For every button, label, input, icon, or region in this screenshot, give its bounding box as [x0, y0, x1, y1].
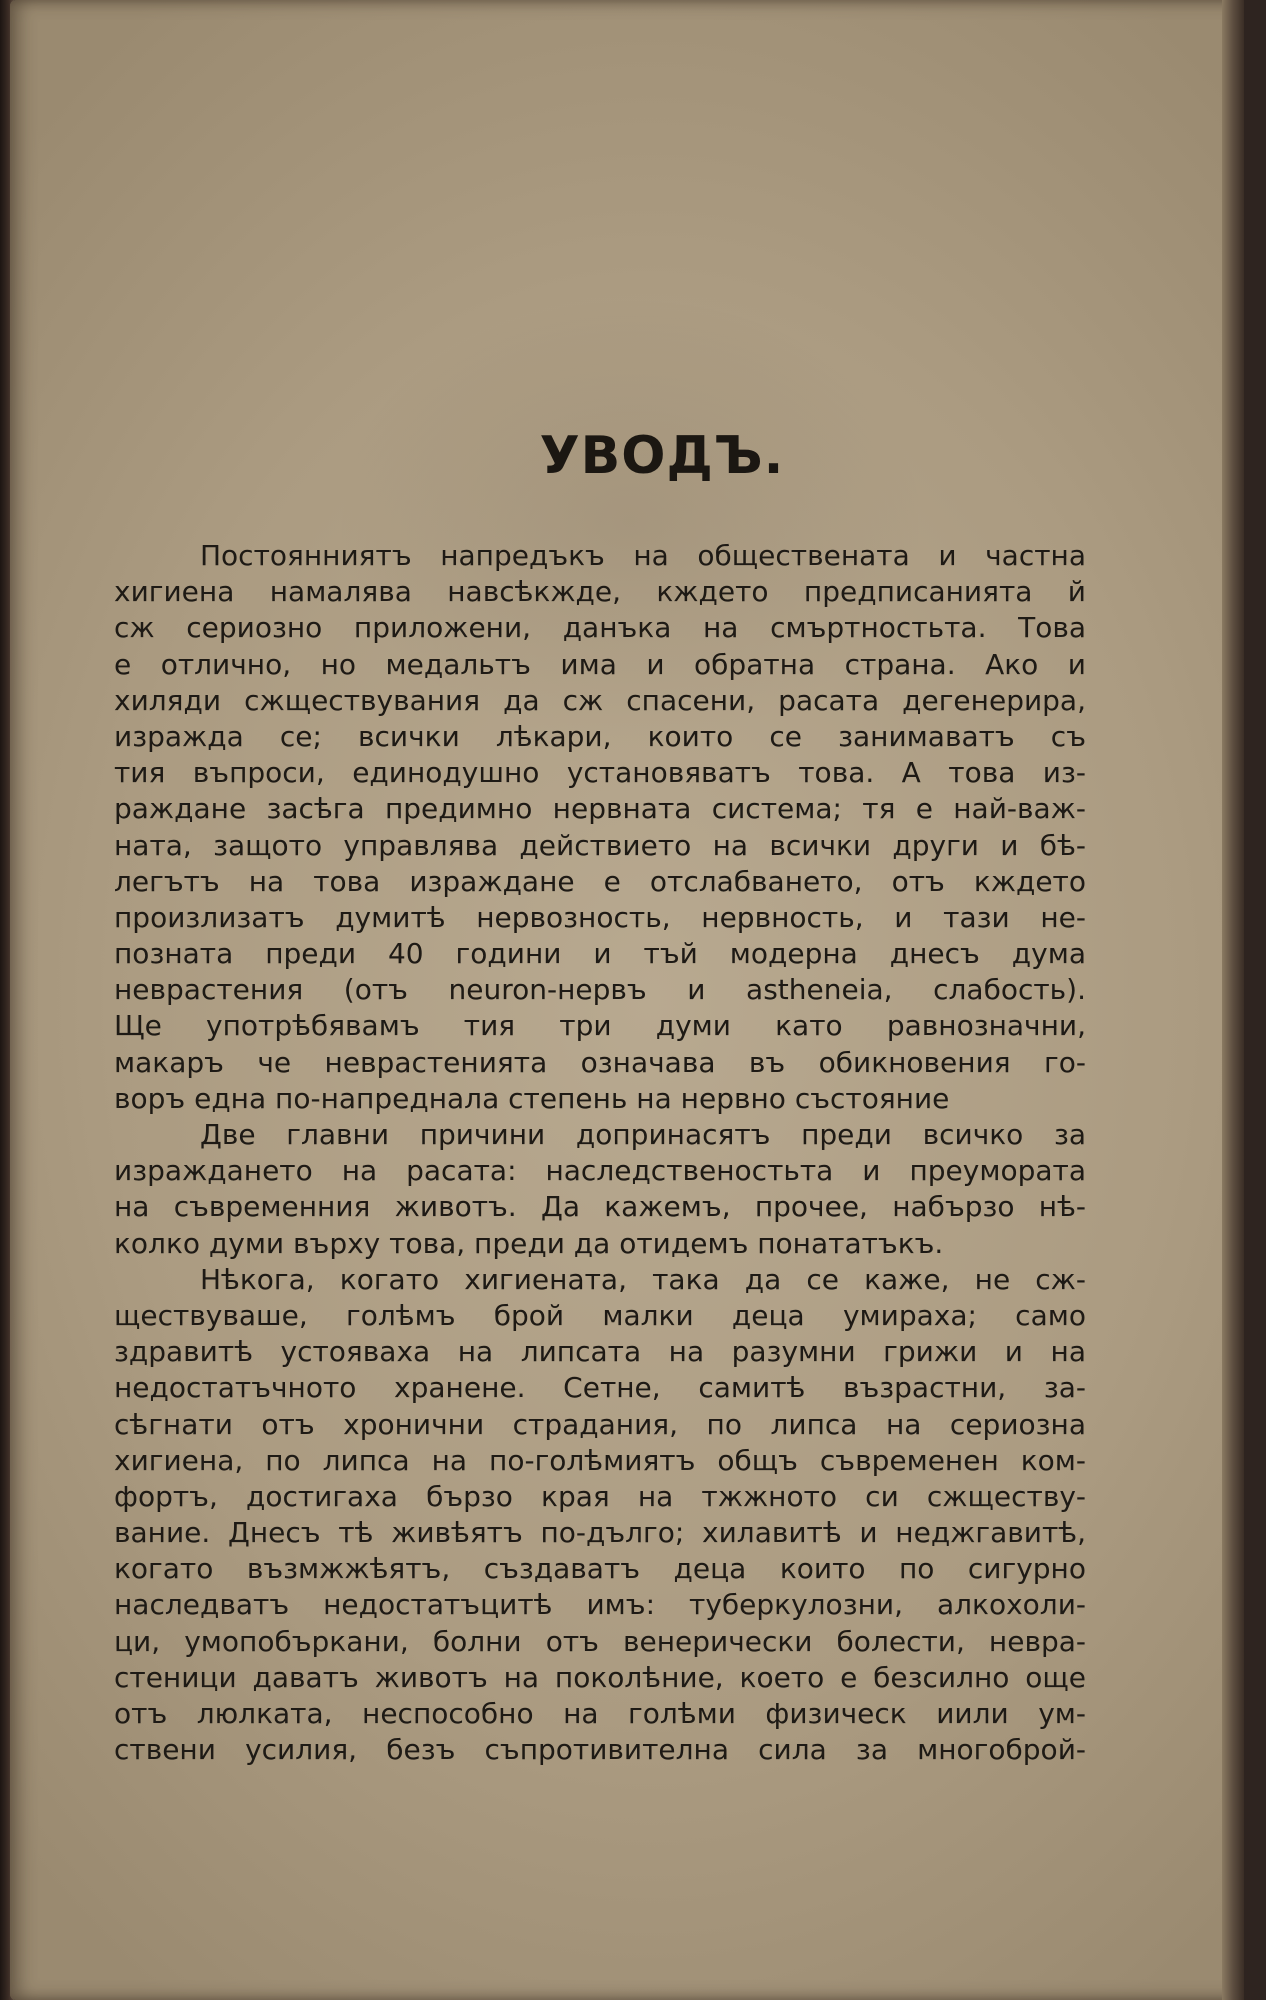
body-text [114, 538, 1086, 1768]
text-line: ствени усилия, безъ съпротивителна сила за многоброй- [114, 1733, 1086, 1767]
text-line: на съвременния животъ. Да кажемъ, прочее, набързо нѣ- [114, 1190, 1086, 1224]
text-line: стеници даватъ животъ на поколѣние, което е безсилно още [114, 1660, 1086, 1694]
text-line: израждането на расата: наследственостьта и преумората [114, 1154, 1086, 1188]
chapter-title: УВОДЪ. [539, 426, 785, 486]
text-line: фортъ, достигаха бързо края на тжжното си сжществу- [114, 1479, 1086, 1513]
text-line: Нѣкога, когато хигиената, така да се каже, не сж- [200, 1262, 1086, 1296]
text-line: отъ люлката, неспособно на голѣми физическ иили ум- [114, 1697, 1086, 1730]
page-right-edge [1222, 0, 1244, 2000]
text-line: неврастения (отъ neuron-нервъ и astheneia, слабость). [114, 973, 1086, 1007]
text-line: легътъ на това израждане е отслабването, отъ кждето [114, 864, 1086, 898]
text-line: Постоянниятъ напредъкъ на обществената и частна [200, 539, 1086, 572]
text-line: тия въпроси, единодушно установяватъ това. А това из- [114, 756, 1086, 790]
text-line: сж сериозно приложени, данъка на смъртностьта. Това [114, 611, 1086, 645]
text-line: раждане засѣга предимно нервната система; тя е най-важ- [114, 792, 1086, 826]
text-line: наследватъ недостатъцитѣ имъ: туберкулозни, алкохоли- [114, 1588, 1086, 1622]
text-line: ци, умопобъркани, болни отъ венерически болести, невра- [114, 1624, 1086, 1658]
text-line: когато възмжжѣятъ, създаватъ деца които по сигурно [114, 1552, 1086, 1586]
text-line: Две главни причини допринасятъ преди всичко за [200, 1118, 1086, 1151]
text-line: хигиена намалява навсѣкжде, кждето предписанията й [114, 575, 1086, 609]
text-line: недостатъчното хранене. Сетне, самитѣ възрастни, за- [114, 1371, 1086, 1405]
text-line: хигиена, по липса на по-голѣмиятъ общъ съвременен ком- [114, 1443, 1086, 1477]
text-line: воръ една по-напреднала степень на нервно състояние [114, 1081, 950, 1115]
text-line: вание. Днесъ тѣ живѣятъ по-дълго; хилавитѣ и неджгавитѣ, [114, 1516, 1086, 1550]
text-line: здравитѣ устояваха на липсата на разумни грижи и на [114, 1335, 1086, 1369]
text-line: Ще употрѣбявамъ тия три думи като равнозначни, [114, 1009, 1086, 1043]
text-line: ната, защото управлява действието на всички други и бѣ- [114, 828, 1086, 862]
text-line: хиляди сжществувания да сж спасени, расата дегенерира, [114, 683, 1086, 717]
text-line: изражда се; всички лѣкари, които се занимаватъ съ [114, 719, 1086, 753]
text-line: колко думи върху това, преди да отидемъ понататъкъ. [114, 1226, 944, 1260]
text-line: е отлично, но медальтъ има и обратна страна. Ако и [114, 647, 1086, 681]
text-line: произлизатъ думитѣ нервозность, нервность, и тази не- [114, 900, 1086, 934]
text-line: позната преди 40 години и тъй модерна днесъ дума [114, 937, 1086, 971]
text-line: макаръ че неврастенията означава въ обикновения го- [114, 1045, 1086, 1079]
book-page [10, 0, 1244, 2000]
text-line: сѣгнати отъ хронични страдания, по липса на сериозна [114, 1407, 1086, 1441]
text-line: ществуваше, голѣмъ брой малки деца умираха; само [114, 1298, 1086, 1332]
